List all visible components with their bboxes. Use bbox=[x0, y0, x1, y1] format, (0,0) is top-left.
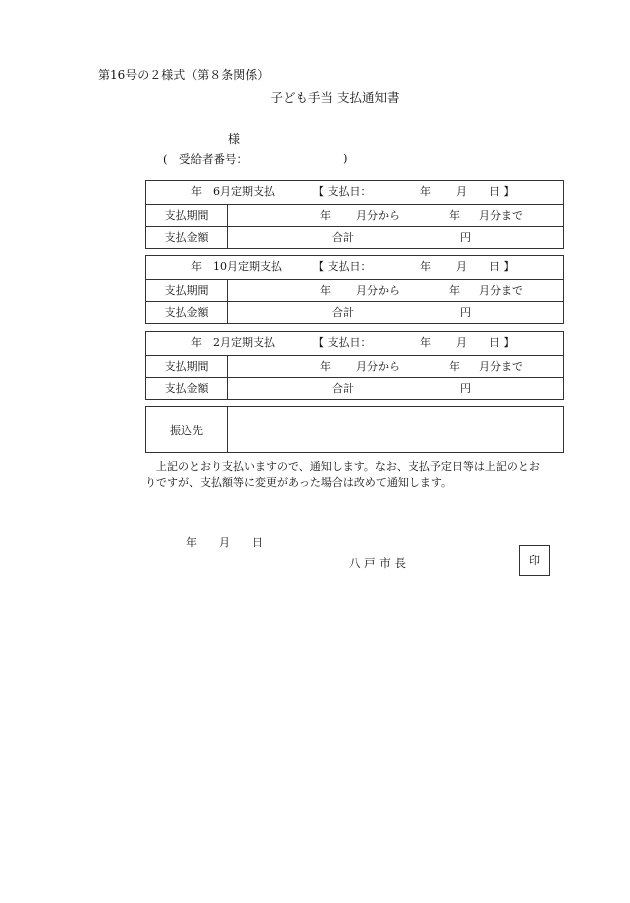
document-title: 子ども手当 支払通知書 bbox=[270, 90, 400, 105]
period-to-year: 年 bbox=[449, 284, 460, 297]
notice-text bbox=[145, 459, 568, 491]
payment-amount-row bbox=[146, 301, 563, 323]
period-from-label: 月分から bbox=[356, 360, 400, 373]
payment-date-year: 年 bbox=[420, 336, 431, 349]
form-number: 第16号の２様式（第８条関係） bbox=[98, 68, 270, 82]
period-to-year: 年 bbox=[449, 360, 460, 373]
payment-date-label: 【 支払日： bbox=[313, 185, 372, 198]
payment-amount-label: 支払金額 bbox=[146, 227, 228, 248]
payment-total-label: 合計 bbox=[332, 306, 354, 319]
payment-date-label: 【 支払日： bbox=[313, 260, 372, 273]
payment-date-day: 日 】 bbox=[489, 336, 515, 349]
payment-period-label: 支払期間 bbox=[146, 356, 228, 377]
period-to-label: 月分まで bbox=[479, 209, 523, 222]
payment-yen-label: 円 bbox=[460, 306, 471, 319]
payment-schedule-label: 年 10月定期支払 bbox=[191, 260, 282, 273]
payment-date-day: 日 】 bbox=[489, 185, 515, 198]
payment-yen-label: 円 bbox=[460, 231, 471, 244]
transfer-destination-box bbox=[145, 406, 564, 453]
recipient-number-close: ) bbox=[343, 151, 348, 165]
seal-stamp: 印 bbox=[519, 545, 550, 576]
addressee-honorific: 様 bbox=[228, 132, 241, 146]
notice-line-1: 上記のとおり支払いますので、通知します。なお、支払予定日等は上記のとお bbox=[145, 460, 540, 473]
payment-date-day: 日 】 bbox=[489, 260, 515, 273]
period-from-year: 年 bbox=[320, 209, 331, 222]
payment-date-month: 月 bbox=[456, 336, 467, 349]
payment-date-month: 月 bbox=[456, 185, 467, 198]
period-to-year: 年 bbox=[449, 209, 460, 222]
payment-date-year: 年 bbox=[420, 260, 431, 273]
payment-amount-row bbox=[146, 226, 563, 248]
payment-date-label: 【 支払日： bbox=[313, 336, 372, 349]
period-to-label: 月分まで bbox=[479, 284, 523, 297]
payment-block-june bbox=[145, 180, 564, 249]
payment-schedule-label: 年 2月定期支払 bbox=[191, 336, 275, 349]
issuer-name: 八 戸 市 長 bbox=[349, 556, 406, 570]
payment-header-row bbox=[146, 181, 563, 204]
payment-header-row bbox=[146, 332, 563, 355]
payment-schedule-label: 年 6月定期支払 bbox=[191, 185, 275, 198]
payment-total-label: 合計 bbox=[332, 231, 354, 244]
period-from-year: 年 bbox=[320, 360, 331, 373]
payment-period-row bbox=[146, 204, 563, 226]
recipient-number-label: ( 受給者番号： bbox=[163, 152, 248, 166]
period-from-label: 月分から bbox=[356, 209, 400, 222]
payment-amount-label: 支払金額 bbox=[146, 302, 228, 323]
period-to-label: 月分まで bbox=[479, 360, 523, 373]
transfer-destination-label: 振込先 bbox=[146, 407, 228, 452]
payment-block-february bbox=[145, 331, 564, 400]
payment-period-label: 支払期間 bbox=[146, 280, 228, 301]
payment-period-row bbox=[146, 355, 563, 377]
period-from-label: 月分から bbox=[356, 284, 400, 297]
payment-period-label: 支払期間 bbox=[146, 205, 228, 226]
period-from-year: 年 bbox=[320, 284, 331, 297]
notice-line-2: りですが、支払額等に変更があった場合は改めて通知します。 bbox=[145, 476, 453, 489]
payment-date-year: 年 bbox=[420, 185, 431, 198]
payment-block-october bbox=[145, 255, 564, 324]
payment-amount-row bbox=[146, 377, 563, 399]
payment-yen-label: 円 bbox=[460, 382, 471, 395]
payment-date-month: 月 bbox=[456, 260, 467, 273]
payment-amount-label: 支払金額 bbox=[146, 378, 228, 399]
payment-total-label: 合計 bbox=[332, 382, 354, 395]
payment-period-row bbox=[146, 279, 563, 301]
payment-header-row bbox=[146, 256, 563, 279]
issue-date: 年 月 日 bbox=[186, 536, 263, 549]
